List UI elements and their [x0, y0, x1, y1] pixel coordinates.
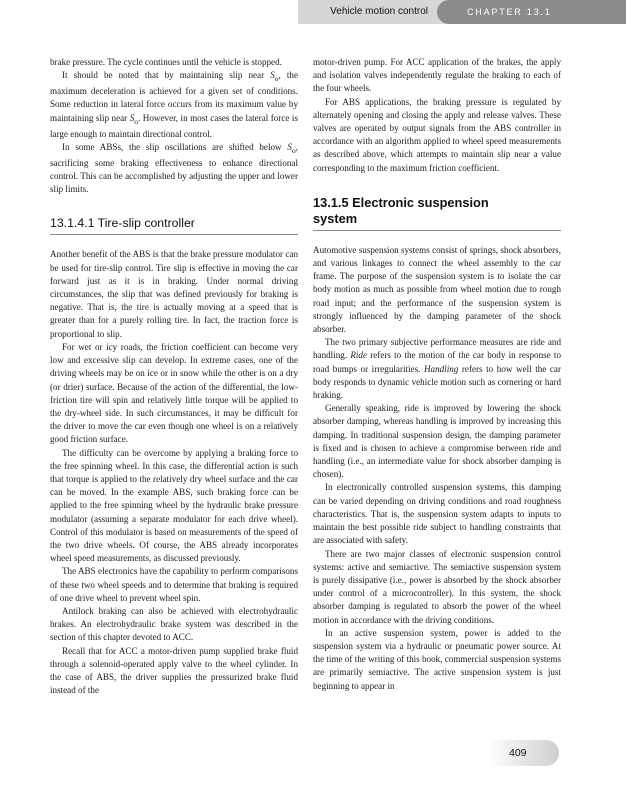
- left-column: [50, 56, 298, 697]
- paragraph: Antilock braking can also be achieved with electrohydraulic brakes. An electrohydraulic brake system was described in the section of this chapter devoted to ACC.: [50, 605, 298, 643]
- subsection-heading: 13.1.4.1 Tire-slip controller: [50, 216, 298, 235]
- paragraph: motor-driven pump. For ACC application of the brakes, the apply and isolation valves independently regulate the braking to each of the four wheels.: [313, 57, 561, 94]
- paragraph: Another benefit of the ABS is that the brake pressure modulator can be used for tire-slip control. Tire slip is effective in moving the car forward just as it is in braking. Under normal driving circumstances, the slip that was defined previously for braking is negative. That is, the tire is actually moving at a speed that is greater than for a purely rolling tire. In fact, the traction force is proportional to slip.: [50, 249, 298, 339]
- paragraph: brake pressure. The cycle continues until the vehicle is stopped.: [50, 57, 282, 67]
- running-title: Vehicle motion control: [298, 0, 448, 24]
- section-heading: 13.1.5 Electronic suspension system: [313, 195, 561, 231]
- paragraph: Recall that for ACC a motor-driven pump supplied brake fluid through a solenoid-operated apply valve to the wheel cylinder. In the case of ABS, the driver supplies the pressurized brake fluid instead of the: [50, 645, 298, 696]
- right-column: [313, 56, 561, 693]
- paragraph: The two primary subjective performance measures are ride and handling. Ride refers to the motion of the car body in response to road bumps or irregularities. Handling refers to how well the car body responds to dynamic vehicle motion such as cornering or hard braking.: [313, 337, 562, 401]
- paragraph: In an active suspension system, power is added to the suspension system via a hydraulic or pneumatic power source. At the time of the writing of this book, commercial suspension systems are primarily semiactive. The active suspension system is just beginning to appear in: [313, 627, 561, 691]
- paragraph: In some ABSs, the slip oscillations are shifted below $S_o$, sacrificing some braking effectiveness to enhance directional control. This can be accomplished by adjusting the upper and lower slip limits.: [50, 141, 298, 195]
- paragraph: For ABS applications, the braking pressure is regulated by alternately opening and closing the apply and release valves. These valves are operated by output signals from the ABS controller in accordance with an algorithm applied to wheel speed measurements as described above, which attempts to maintain slip near a value corresponding to the maximum friction coefficient.: [313, 96, 561, 173]
- paragraph: The difficulty can be overcome by applying a braking force to the free spinning wheel. In this case, the differential action is such that torque is applied to the relatively dry wheel surface and the car can be moved. In the example ABS, such braking force can be applied to the free spinning wheel by the hydraulic brake pressure modulator (assuming a separate modulator for each drive wheel). Control of this modulator is based on measurements of the speed of the two drive wheels. Of course, the ABS already incorporates wheel speed measurements, as discussed previously.: [50, 447, 298, 564]
- paragraph: Generally speaking, ride is improved by lowering the shock absorber damping, whereas handling is improved by increasing this damping. In traditional suspension design, the damping parameter is fixed and is chosen to achieve a compromise between ride and handling (i.e., an intermediate value for shock absorber damping is chosen).: [313, 403, 561, 480]
- paragraph: For wet or icy roads, the friction coefficient can become very low and excessive slip can develop. In extreme cases, one of the driving wheels may be on ice or in snow while the other is on a dry (or drier) surface. Because of the action of the differential, the low-friction tire will spin and relatively little torque will be applied to the dry-wheel side. In such circumstances, it may be difficult for the driver to move the car even though one wheel is on a relatively good friction surface.: [50, 341, 298, 445]
- paragraph: The ABS electronics have the capability to perform comparisons of these two wheel speeds and to determine that braking is required of one drive wheel to prevent wheel spin.: [50, 566, 298, 603]
- paragraph: There are two major classes of electronic suspension control systems: active and semiactive. The semiactive suspension system is purely dissipative (i.e., power is absorbed by the shock absorber under control of a microcontroller). In this system, the shock absorber damping is regulated to absorb the power of the wheel motion in accordance with the driving conditions.: [313, 548, 561, 625]
- page-number: 409: [489, 740, 559, 766]
- paragraph: Automotive suspension systems consist of springs, shock absorbers, and various linkages to connect the wheel assembly to the car frame. The purpose of the suspension system is to isolate the car body motion as much as possible from wheel motion due to rough road input; and the performance of the suspension system is strongly influenced by the damping parameter of the shock absorber.: [313, 244, 561, 335]
- paragraph: In electronically controlled suspension systems, this damping can be varied depending on driving conditions and road roughness characteristics. That is, the suspension system adapts to inputs to maintain the best possible ride subject to handling constraints that are associated with safety.: [313, 482, 561, 546]
- paragraph: It should be noted that by maintaining slip near $S_o$, the maximum deceleration is achieved for a given set of conditions. Some reduction in lateral force occurs from its maximum value by maintaining slip near $S_o$. However, in most cases the lateral force is large enough to maintain directional control.: [50, 70, 298, 139]
- chapter-tab: CHAPTER 13.1: [437, 0, 626, 24]
